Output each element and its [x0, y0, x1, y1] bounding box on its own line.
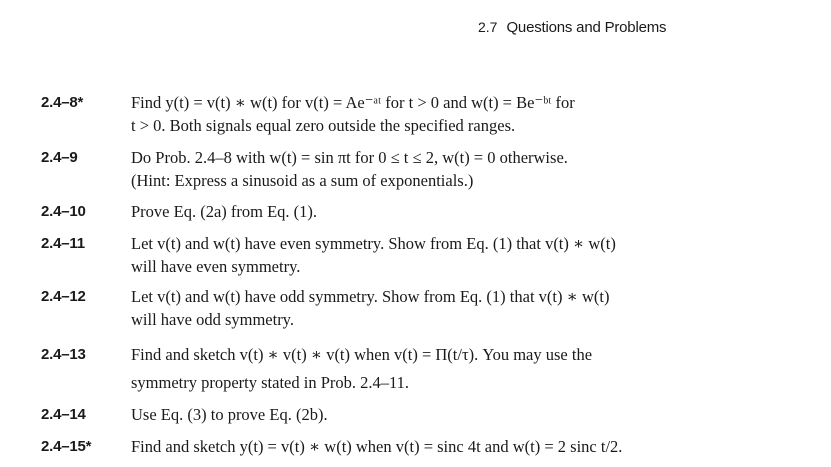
problem-line: Prove Eq. (2a) from Eq. (1).: [131, 202, 318, 221]
problem-line: symmetry property stated in Prob. 2.4–11.: [131, 373, 410, 392]
problem-text: [131, 146, 691, 192]
problem-line: Find and sketch v(t) ∗ v(t) ∗ v(t) when v(t) = Π(t/τ). You may use the: [131, 345, 593, 364]
problem-number: 2.4–12: [41, 288, 86, 305]
problem-text: [131, 435, 691, 458]
problem-line: t > 0. Both signals equal zero outside the specified ranges.: [131, 116, 516, 135]
problem-line: Find and sketch y(t) = v(t) ∗ w(t) when v(t) = sinc 4t and w(t) = 2 sinc t/2.: [131, 437, 623, 456]
problem-text: [131, 232, 691, 278]
problem-text: [131, 285, 691, 331]
problem-line: will have odd symmetry.: [131, 310, 294, 329]
problem-text: [131, 341, 691, 397]
problem-line: (Hint: Express a sinusoid as a sum of exponentials.): [131, 171, 474, 190]
running-head: [478, 19, 666, 37]
problem-text: [131, 200, 691, 223]
section-number: 2.7: [478, 19, 498, 35]
problem-line: Do Prob. 2.4–8 with w(t) = sin πt for 0 ≤ t ≤ 2, w(t) = 0 otherwise.: [131, 148, 568, 167]
problem-number: 2.4–8*: [41, 94, 84, 111]
problem-line: Use Eq. (3) to prove Eq. (2b).: [131, 405, 328, 424]
section-title: Questions and Problems: [506, 19, 667, 36]
problem-line: will have even symmetry.: [131, 257, 301, 276]
problem-text: [131, 91, 691, 137]
problem-line: Let v(t) and w(t) have even symmetry. Show from Eq. (1) that v(t) ∗ w(t): [131, 234, 616, 253]
problem-number: 2.4–15*: [41, 438, 92, 455]
problem-line: Let v(t) and w(t) have odd symmetry. Show from Eq. (1) that v(t) ∗ w(t): [131, 287, 610, 306]
problem-number: 2.4–14: [41, 406, 86, 423]
problem-number: 2.4–11: [41, 235, 85, 252]
problem-text: [131, 403, 691, 426]
problem-line: Find y(t) = v(t) ∗ w(t) for v(t) = Ae⁻ᵃᵗ for t > 0 and w(t) = Be⁻ᵇᵗ for: [131, 93, 575, 112]
problem-number: 2.4–13: [41, 346, 86, 363]
problem-number: 2.4–9: [41, 149, 78, 166]
problem-number: 2.4–10: [41, 203, 86, 220]
